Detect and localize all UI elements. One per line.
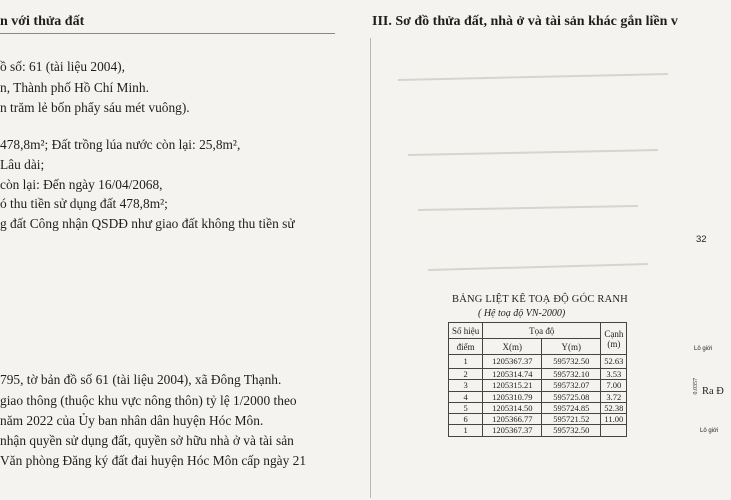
print-noise bbox=[388, 60, 678, 290]
table-row bbox=[449, 380, 627, 391]
table-row bbox=[449, 355, 627, 369]
header-x: X(m) bbox=[483, 339, 542, 355]
cell-edge: 3.53 bbox=[601, 369, 627, 380]
cell-y: 595732.50 bbox=[542, 425, 601, 436]
header-diem: điểm bbox=[449, 339, 483, 355]
cell-y: 595721.52 bbox=[542, 414, 601, 425]
coord-table-subtitle: ( Hệ toạ độ VN-2000) bbox=[478, 308, 566, 319]
boundary-label-top: Lô giới bbox=[694, 346, 713, 352]
text-line-remaining-term: còn lại: Đến ngày 16/04/2068, bbox=[0, 177, 163, 192]
section-iii-heading: III. Sơ đồ thửa đất, nhà ở và tài sản khác gắn liền v bbox=[372, 14, 678, 29]
cell-point: 1 bbox=[449, 425, 483, 436]
cell-x: 1205315.21 bbox=[483, 380, 542, 391]
cell-x: 1205314.74 bbox=[483, 369, 542, 380]
table-row bbox=[449, 425, 627, 436]
coord-table-title: BẢNG LIỆT KÊ TOẠ ĐỘ GÓC RANH bbox=[452, 294, 628, 305]
table-row bbox=[449, 414, 627, 425]
text-line-committee: năm 2022 của Ủy ban nhân dân huyện Hóc Môn. bbox=[0, 413, 264, 428]
cell-edge: 3.72 bbox=[601, 391, 627, 402]
cell-y: 595725.08 bbox=[542, 391, 601, 402]
text-line-origin: g đất Công nhận QSDĐ như giao đất không thu tiền sử bbox=[0, 216, 295, 231]
header-canh bbox=[601, 323, 627, 355]
header-canh-label: Cạnh bbox=[604, 328, 624, 339]
cell-point: 4 bbox=[449, 391, 483, 402]
cell-point: 2 bbox=[449, 369, 483, 380]
boundary-label-bottom: Lô giới bbox=[700, 428, 719, 434]
cell-y: 595732.07 bbox=[542, 380, 601, 391]
coordinate-table bbox=[448, 322, 627, 437]
text-line-parcel: 795, tờ bản đồ số 61 (tài liệu 2004), xã Đông Thạnh. bbox=[0, 372, 282, 387]
cell-edge: 52.63 bbox=[601, 355, 627, 369]
cell-y: 595732.50 bbox=[542, 355, 601, 369]
text-line-traffic: giao thông (thuộc khu vực nông thôn) tỷ lệ 1/2000 theo bbox=[0, 393, 297, 408]
cell-x: 1205367.37 bbox=[483, 355, 542, 369]
text-line-certificate: nhận quyền sử dụng đất, quyền sở hữu nhà ở và tài sản bbox=[0, 433, 294, 448]
header-y: Y(m) bbox=[542, 339, 601, 355]
margin-number: 32 bbox=[696, 234, 707, 245]
text-line-area-words: n trăm lẻ bốn phẩy sáu mét vuông). bbox=[0, 100, 190, 115]
dimension-label: 0.0357 bbox=[693, 378, 699, 395]
table-row bbox=[449, 402, 627, 413]
text-line-city: n, Thành phố Hồ Chí Minh. bbox=[0, 80, 149, 95]
cell-edge: 52.38 bbox=[601, 402, 627, 413]
cell-point: 1 bbox=[449, 355, 483, 369]
cell-point: 6 bbox=[449, 414, 483, 425]
header-canh-unit: (m) bbox=[607, 338, 621, 349]
cell-x: 1205366.77 bbox=[483, 414, 542, 425]
cell-x: 1205314.50 bbox=[483, 402, 542, 413]
table-row bbox=[449, 369, 627, 380]
left-section-heading: n với thửa đất bbox=[0, 14, 85, 29]
cell-edge bbox=[601, 425, 627, 436]
cell-x: 1205310.79 bbox=[483, 391, 542, 402]
heading-divider bbox=[0, 33, 335, 34]
cell-edge: 11.00 bbox=[601, 414, 627, 425]
text-line-duration: Lâu dài; bbox=[0, 157, 45, 172]
header-toa-do: Tọa độ bbox=[483, 323, 601, 339]
cell-y: 595724.85 bbox=[542, 402, 601, 413]
text-line-fee: ó thu tiền sử dụng đất 478,8m²; bbox=[0, 196, 168, 211]
cell-edge: 7.00 bbox=[601, 380, 627, 391]
cell-point: 3 bbox=[449, 380, 483, 391]
road-label: Ra Đ bbox=[702, 386, 724, 397]
header-so-hieu: Số hiệu bbox=[449, 323, 483, 339]
cell-point: 5 bbox=[449, 402, 483, 413]
text-line-land-use: 478,8m²; Đất trồng lúa nước còn lại: 25,8m², bbox=[0, 137, 241, 152]
cell-x: 1205367.37 bbox=[483, 425, 542, 436]
cell-y: 595732.10 bbox=[542, 369, 601, 380]
text-line-map-sheet: ồ số: 61 (tài liệu 2004), bbox=[0, 59, 125, 74]
table-row bbox=[449, 391, 627, 402]
text-line-office: Văn phòng Đăng ký đất đai huyện Hóc Môn cấp ngày 21 bbox=[0, 453, 307, 468]
